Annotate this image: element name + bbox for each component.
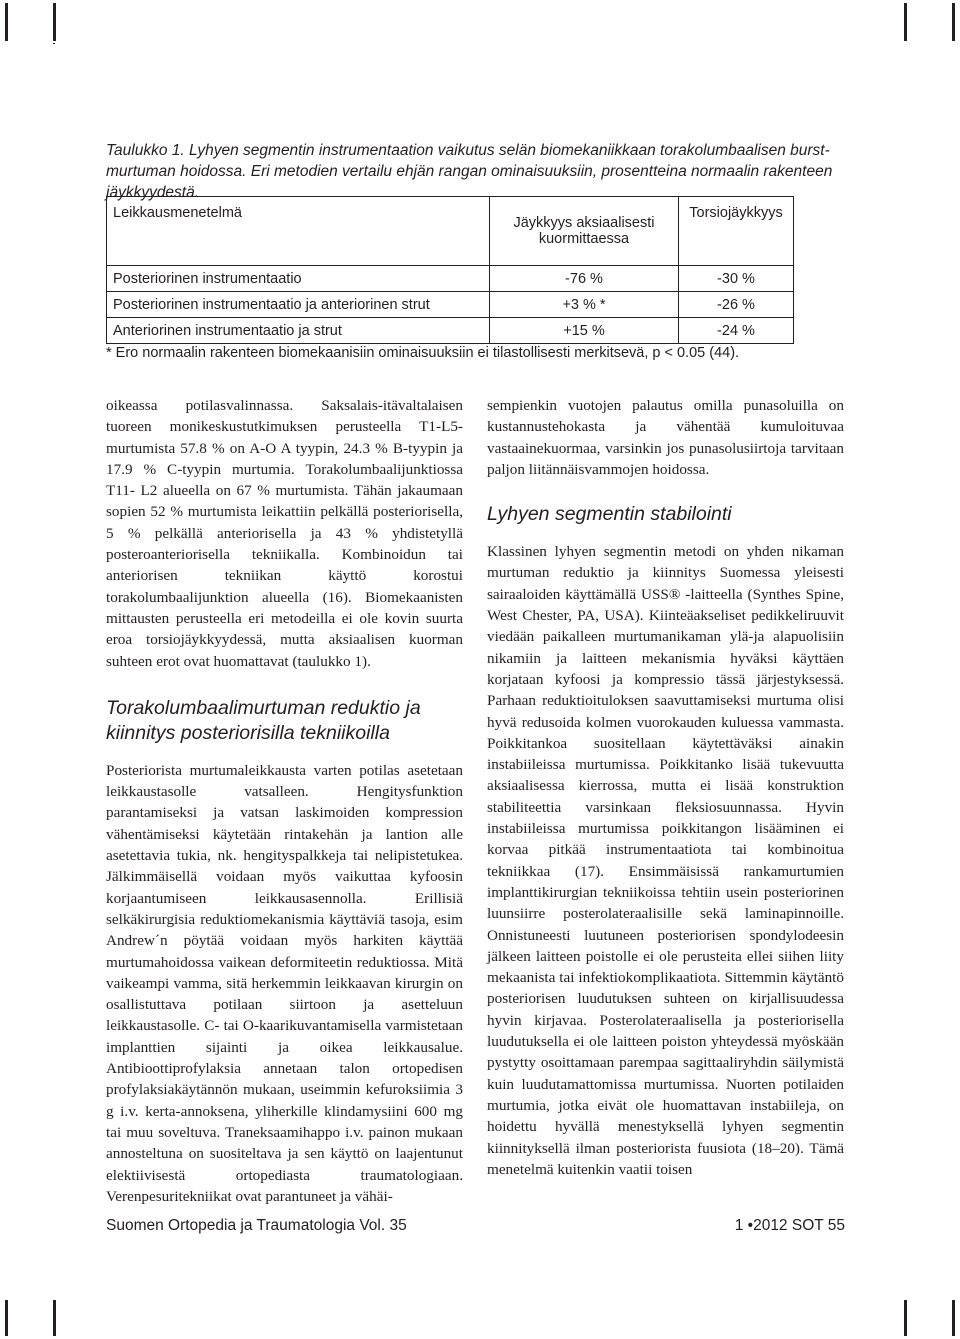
table-row [107, 266, 794, 292]
caption-label: Taulukko 1. [106, 142, 185, 159]
table-footnote: * Ero normaalin rakenteen biomekaanisiin ominaisuuksiin ei tilastollisesti merkitsevä, p < 0.05 (44). [106, 345, 740, 361]
table-cell: Posteriorinen instrumentaatio ja anteriorinen strut [107, 292, 490, 318]
crop-mark [904, 3, 907, 41]
section-heading: Torakolumbaalimurtuman reduktio ja kiinnitys posteriorisilla tekniikoilla [106, 696, 421, 744]
crop-mark [952, 1300, 955, 1336]
table-header-cell: Torsiojäykkyys [679, 197, 794, 266]
body-paragraph: oikeassa potilasvalinnassa. Saksalais-itävaltalaisen tuoreen monikeskustutkimuksen perusteella T1-L5-murtumista 57.8 % on A-O A tyypin, 24.3 % B-tyypin ja 17.9 % C-tyypin murtumia. Torakolumbaalijunktiossa T11- L2 alueella on 67 % murtumista. Tähän jakaumaan sopien 52 % murtumista leikattiin pelkällä posteriorisella, 5 % pelkällä anteriorisella ja 43 % yhdistetyllä posteroanteriorisella tekniikalla. Kombinoidun tai anteriorisen tekniikan käyttö korostui torakolumbaalijunktion alueella (16). Biomekaanisten mittausten perusteella eri metodeilla ei ole kovin suurta eroa torsiojäykkyydessä, mutta aksiaalisen kuorman suhteen erot ovat huomattavat (taulukko 1). [106, 397, 463, 670]
table-cell: -30 % [679, 266, 794, 292]
table-row [107, 318, 794, 344]
left-column [106, 395, 463, 1207]
table-cell: -24 % [679, 318, 794, 344]
crop-mark [5, 1300, 8, 1336]
crop-mark [53, 43, 55, 44]
table-caption [106, 140, 846, 203]
crop-mark [904, 1300, 907, 1336]
crop-mark [952, 3, 955, 41]
crop-mark [53, 1300, 56, 1336]
caption-text: Lyhyen segmentin instrumentaation vaikutus selän biomekaniikkaan torakolumbaalisen burst-murtuman hoidossa. Eri metodien vertailu ehjän rangan ominaisuuksiin, prosentteina normaalin rakenteen jäykkyydestä. [106, 142, 833, 201]
table-header-cell: Leikkausmenetelmä [107, 197, 490, 266]
table-header-cell: Jäykkyys aksiaalisesti kuormittaessa [490, 197, 679, 266]
journal-footer: Suomen Ortopedia ja Traumatologia Vol. 35 [106, 1217, 407, 1234]
table-cell: Anteriorinen instrumentaatio ja strut [107, 318, 490, 344]
table-cell: +15 % [490, 318, 679, 344]
table-cell: -26 % [679, 292, 794, 318]
biomechanics-table [106, 196, 794, 344]
crop-mark [53, 3, 56, 41]
table-cell: -76 % [490, 266, 679, 292]
section-heading: Lyhyen segmentin stabilointi [487, 503, 732, 526]
table-cell: Posteriorinen instrumentaatio [107, 266, 490, 292]
body-paragraph: Posteriorista murtumaleikkausta varten potilas asetetaan leikkaustasolle vatsalleen. Hengitysfunktion parantamiseksi ja vatsan laskimoiden kompression vähentämiseksi käytetään rintakehän ja lantion alle asetettavia tukia, nk. hengityspalkkeja tai nelipistetukea. Jälkimmäisellä voidaan myös vaikuttaa kyfoosin korjaantumiseen leikkausasennolla. Erillisiä selkäkirurgisia reduktiomekanismia käyttäviä tasoja, esim Andrew´n pöytää voidaan myös harkiten käyttää murtumahoidossa vaikean deformiteetin reduktiossa. Mitä vaikeampi vamma, sitä herkemmin leikkaavan kirurgin on osallistuttava potilaan siirtoon ja asetteluun leikkaustasolle. C- tai O-kaarikuvantamisella varmistetaan implanttien sijainti ja oikea leikkausalue. Antibioottiprofylaksia annetaan talon ortopedisen profylaksiakäytännön mukaan, useimmin kefuroksiimia 3 g i.v. kerta-annoksena, yliherkille klindamysiini 600 mg tai muu soveltuva. Traneksaamihappo i.v. painon mukaan annosteltuna on suositeltava ja sen käyttö on laajentunut elektiivisestä ortopediasta traumatologiaan. Verenpesuritekniikat ovat parantuneet ja vähäi- [106, 761, 463, 1205]
table-row [107, 292, 794, 318]
page-number-footer: 1 •2012 SOT 55 [734, 1217, 845, 1234]
table-header-row [107, 197, 794, 266]
right-column [487, 395, 844, 1180]
crop-mark [5, 3, 8, 41]
body-paragraph: Klassinen lyhyen segmentin metodi on yhden nikaman murtuman reduktio ja kiinnitys Suomessa yleisesti sairaaloiden käyttämällä USS® -laitteella (Synthes Spine, West Chester, PA, USA). Kiinteäakseliset pedikkeliruuvit viedään paikalleen murtumanikaman ylä-ja alapuolisiin nikamiin ja laitteen mekanismia hyväksi käyttäen korjataan kyfoosi ja kompressio tässä järjestyksessä. Parhaan reduktioituloksen saavuttamiseksi murtuma olisi hyvä redusoida kolmen vuorokauden kuluessa vammasta. Poikkitankoa suositellaan käytettäväksi ainakin instabiileissa murtumissa. Poikkitanko lisää tukevuutta aksiaalisessa kierrossa, mutta ei lisää konstruktion stabiliteettia varsinkaan fleksiosuunnassa. Hyvin instabiileissa murtumissa poikkitangon lisääminen ei korvaa pitkää instrumentaatiota tai kombinoitua tekniikkaa (17). Ensimmäisissä rankamurtumien implanttikirurgian tekniikoissa tehtiin usein posteriorinen luunsiirre posterolateraalisille sekä laminapinnoille. Onnistuneesti luutuneen posteriorisen spondylodeesin jälkeen laitteen poistolle ei ole perusteita ellei siihen liity mekaanista tai infektiokomplikaatiota. Sittemmin käytäntö posteriorisen luudutuksen suhteen on kirjallisuudessa hyvin kirjavaa. Posterolateraalisella ja posteriorisella luudutuksella ei ole laitteen poiston yhteydessä myöskään pystytty osoittamaan parempaa sagittaaliryhdin säilymistä kuin luudutamattomissa murtumissa. Nuorten potilaiden murtumia, jotka eivät ole huomattavan instabiileja, on hoidettu hyvällä menestyksellä lyhyen segmentin kiinnityksellä ilman posteriorista fuusiota (18–20). Tämä menetelmä kuitenkin vaatii toisen [487, 543, 844, 1178]
table-cell: +3 % * [490, 292, 679, 318]
body-paragraph: sempienkin vuotojen palautus omilla punasoluilla on kustannustehokasta ja vähentää kumuloituvaa vastaainekuormaa, varsinkin jos punasolusiirtoja tarvitaan paljon liitännäisvammojen hoidossa. [487, 397, 844, 478]
